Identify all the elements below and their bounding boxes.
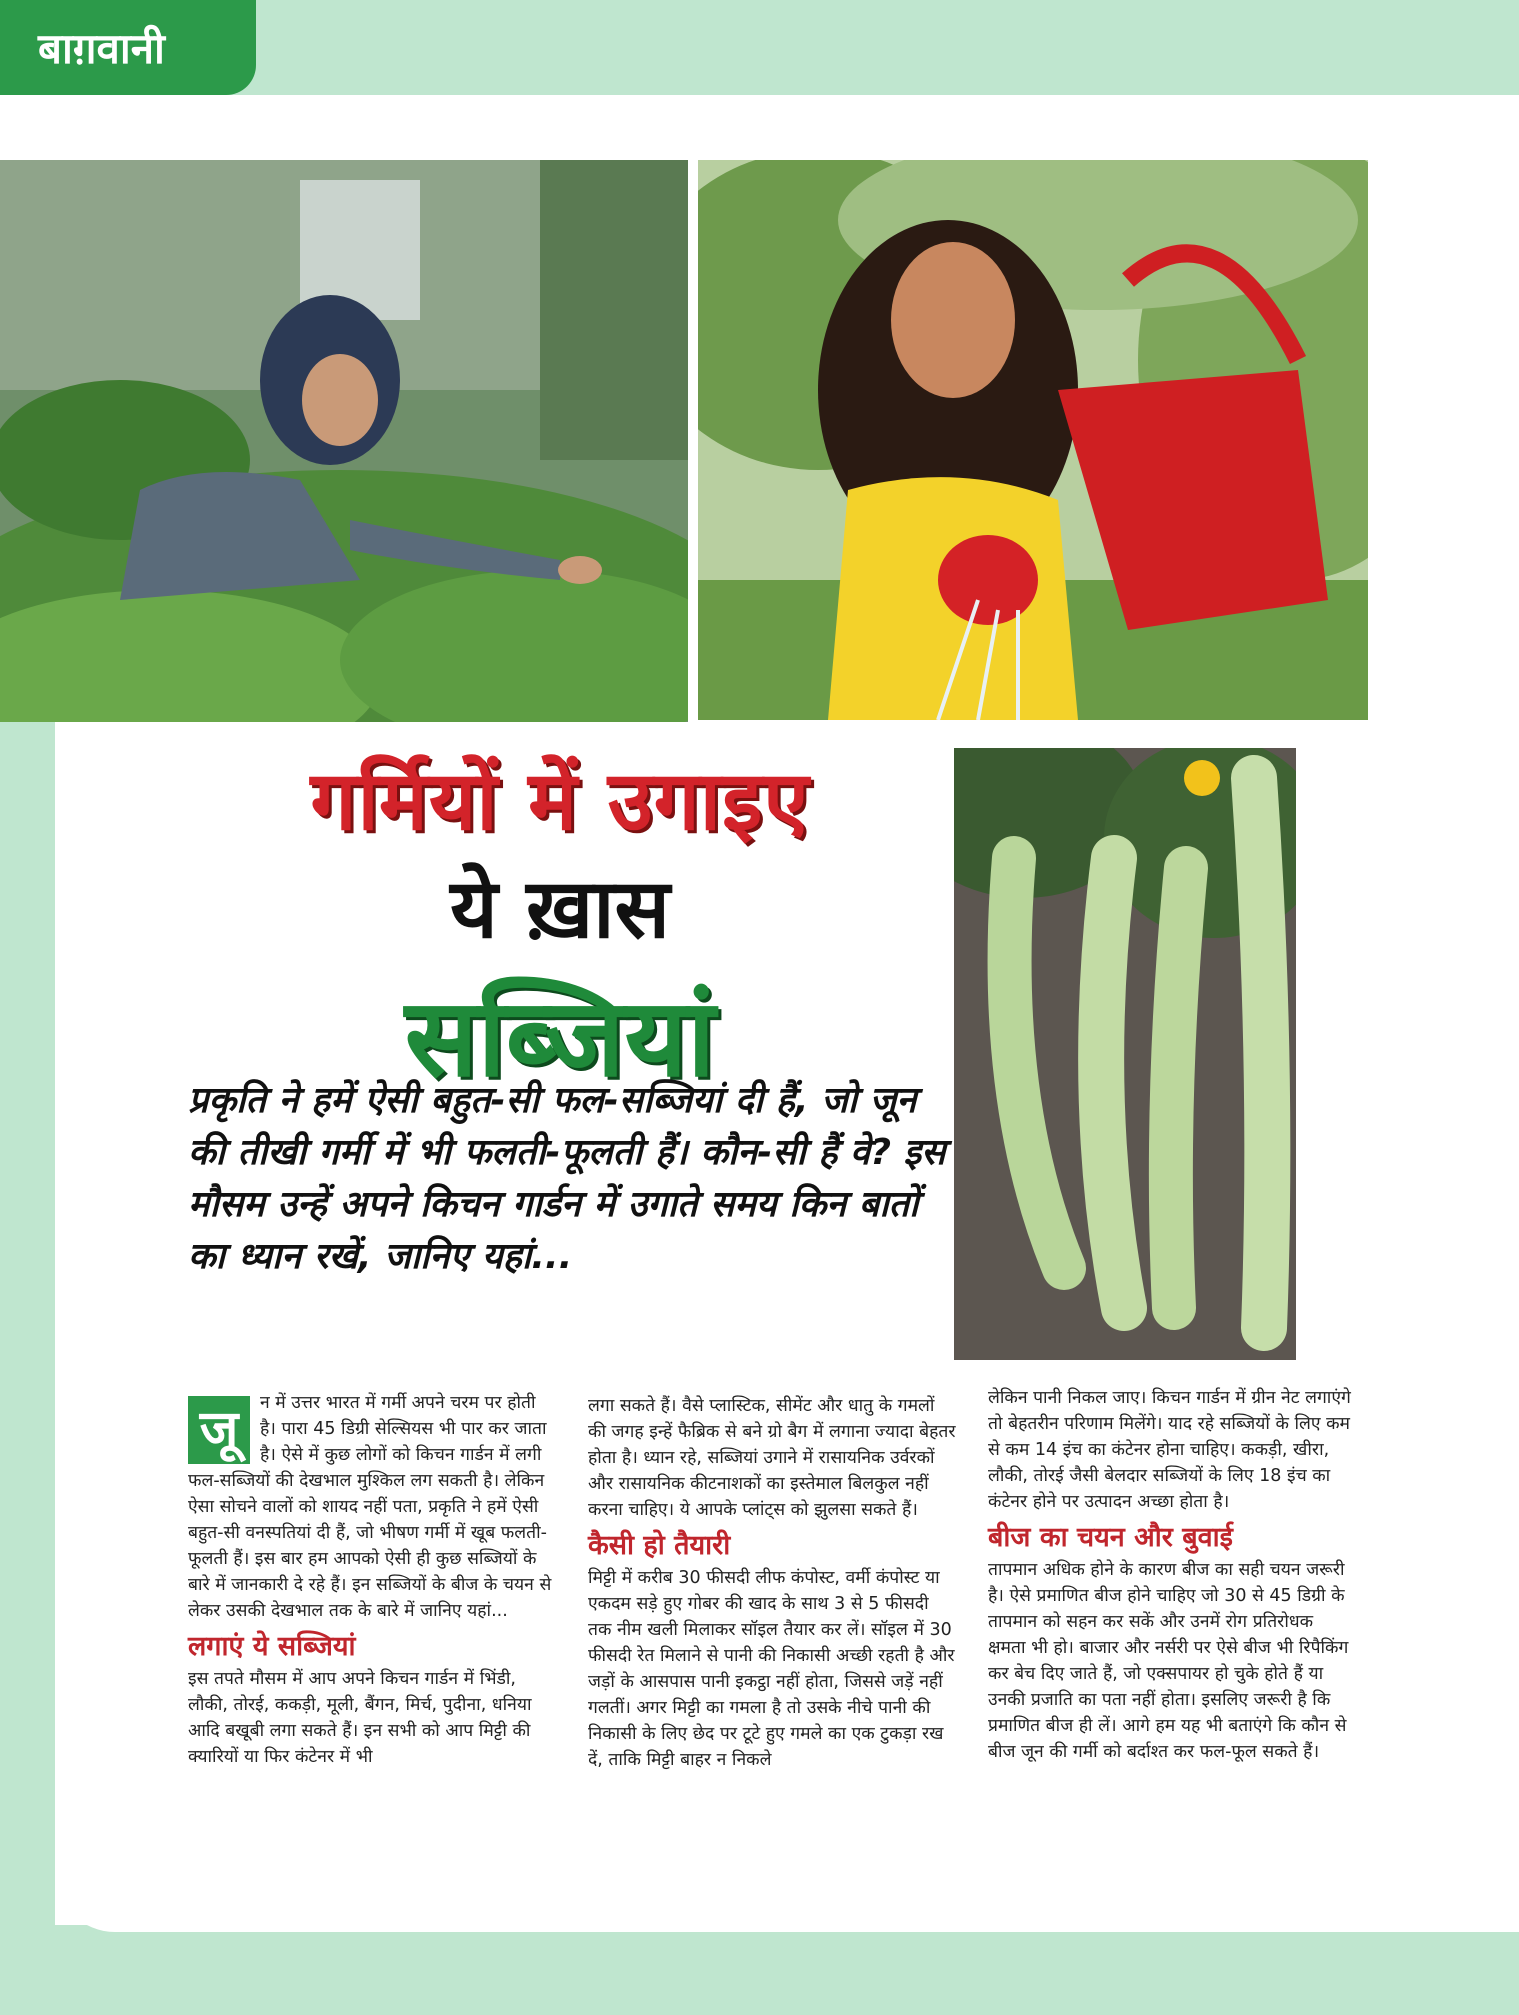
subheading-vegetables: लगाएं ये सब्जियां [188, 1631, 356, 1662]
photo-snake-gourds [954, 748, 1296, 1360]
bottom-band [0, 1925, 1519, 2015]
article-column-2 [588, 1393, 956, 1773]
subheading-seed-selection: बीज का चयन और बुवाई [988, 1522, 1233, 1553]
section-label: बाग़वानी [38, 24, 165, 73]
drop-cap: जू [188, 1396, 250, 1464]
article-column-3 [988, 1385, 1356, 1765]
article-paragraph: तापमान अधिक होने के कारण बीज का सही चयन जरूरी है। ऐसे प्रमाणित बीज होने चाहिए जो 30 से 45 डिग्री के तापमान को सहन कर सकें और उनमें रोग प्रतिरोधक क्षमता भी हो। बाजार और नर्सरी पर ऐसे बीज भी रिपैकिंग कर बेच दिए जाते हैं, जो एक्सपायर हो चुके होते हैं या उनकी प्रजाति का पता नहीं होता। इसलिए जरूरी है कि प्रमाणित बीज ही लें। आगे हम यह भी बताएंगे कि कौन से बीज जून की गर्मी को बर्दाश्त कर फल-फूल सकते हैं। [988, 1560, 1349, 1762]
subheading-preparation: कैसी हो तैयारी [588, 1530, 731, 1561]
headline-line-1: गर्मियों में उगाइए [310, 754, 810, 849]
photo-woman-watering-can [698, 160, 1368, 720]
intro-paragraph: प्रकृति ने हमें ऐसी बहुत-सी फल-सब्जियां दी हैं, जो जून की तीखी गर्मी में भी फलती-फूलती हैं। कौन-सी हैं वे? इस मौसम उन्हें अपने किचन गार्डन में उगाते समय किन बातों का ध्यान रखें, जानिए यहां... [188, 1080, 946, 1277]
photo-woman-gardening [0, 160, 688, 722]
article-paragraph: लेकिन पानी निकल जाए। किचन गार्डन में ग्रीन नेट लगाएंगे तो बेहतरीन परिणाम मिलेंगे। याद रहे सब्जियों के लिए कम से कम 14 इंच का कंटेनर होना चाहिए। ककड़ी, खीरा, लौकी, तोरई जैसी बेलदार सब्जियों के लिए 18 इंच का कंटेनर होने पर उत्पादन अच्छा होता है। [988, 1388, 1351, 1512]
headline-line-3: सब्जियां [404, 976, 716, 1101]
headline-line-2: ये ख़ास [450, 862, 670, 957]
article-paragraph: मिट्टी में करीब 30 फीसदी लीफ कंपोस्ट, वर्मी कंपोस्ट या एकदम सड़े हुए गोबर की खाद के साथ 3 से 5 फीसदी तक नीम खली मिलाकर सॉइल तैयार कर लें। सॉइल में 30 फीसदी रेत मिलाने से पानी की निकासी अच्छी रहती है और जड़ों के आसपास पानी इकट्ठा नहीं होता, जिससे जड़ें नहीं गलतीं। अगर मिट्टी का गमला है तो उसके नीचे पानी की निकासी के लिए छेद पर टूटे हुए गमले का एक टुकड़ा रख दें, ताकि मिट्टी बाहर न निकले [588, 1568, 955, 1770]
side-band [0, 722, 55, 2015]
article-paragraph: इस तपते मौसम में आप अपने किचन गार्डन में भिंडी, लौकी, तोरई, ककड़ी, मूली, बैंगन, मिर्च, पुदीना, धनिया आदि बखूबी लगा सकते हैं। इन सभी को आप मिट्टी की क्यारियों या फिर कंटेनर में भी [188, 1669, 532, 1767]
article-paragraph: न में उत्तर भारत में गर्मी अपने चरम पर होती है। पारा 45 डिग्री सेल्सियस भी पार कर जाता है। ऐसे में कुछ लोगों को किचन गार्डन में लगी फल-सब्जियों की देखभाल मुश्किल लग सकती है। लेकिन ऐसा सोचने वालों को शायद नहीं पता, प्रकृति ने हमें ऐसी बहुत-सी वनस्पतियां दी हैं, जो भीषण गर्मी में खूब फलती-फूलती हैं। इस बार हम आपको ऐसी ही कुछ सब्जियों के बारे में जानकारी दे रहे हैं। इन सब्जियों के बीज के चयन से लेकर उसकी देखभाल तक के बारे में जानिए यहां... [188, 1393, 552, 1621]
section-tab [0, 0, 256, 95]
article-paragraph: लगा सकते हैं। वैसे प्लास्टिक, सीमेंट और धातु के गमलों की जगह इन्हें फैब्रिक से बने ग्रो बैग में लगाना ज्यादा बेहतर होता है। ध्यान रहे, सब्जियां उगाने में रासायनिक उर्वरकों और रासायनिक कीटनाशकों का इस्तेमाल बिलकुल नहीं करना चाहिए। ये आपके प्लांट्स को झुलसा सकते हैं। [588, 1396, 956, 1520]
article-column-1 [188, 1390, 556, 1770]
